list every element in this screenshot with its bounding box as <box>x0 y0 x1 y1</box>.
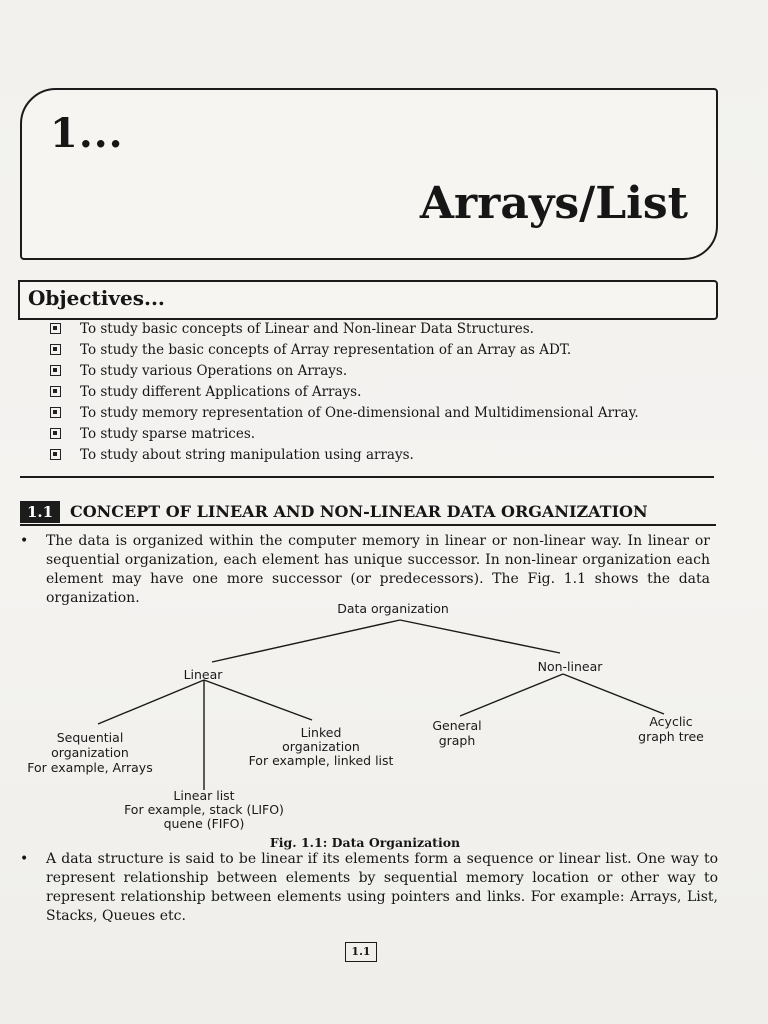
node-linked-line-1: Linked <box>300 725 342 740</box>
node-linear-list-line-1: Linear list <box>173 788 235 803</box>
square-bullet-icon <box>50 323 61 334</box>
square-bullet-icon <box>50 449 61 460</box>
objective-item <box>50 360 639 381</box>
square-bullet-icon <box>50 386 61 397</box>
square-bullet-icon <box>50 407 61 418</box>
edge-linear-linked <box>204 680 312 720</box>
node-sequential-line-2: organization <box>51 745 129 760</box>
node-sequential-line-3: For example, Arrays <box>27 760 153 775</box>
objective-item <box>50 423 639 444</box>
chapter-number: 1... <box>50 110 124 157</box>
node-general-graph-line-2: graph <box>438 733 476 748</box>
edge-nonlinear-acyclic <box>563 674 664 714</box>
node-non-linear: Non-linear <box>537 659 603 674</box>
square-bullet-icon <box>50 365 61 376</box>
objective-item <box>50 318 639 339</box>
node-linear-list <box>124 788 284 831</box>
objective-text: To study basic concepts of Linear and Non-linear Data Structures. <box>80 320 534 337</box>
objective-item <box>50 339 639 360</box>
paragraph-text: The data is organized within the computer memory in linear or non-linear way. In linear or sequential organization, each element has unique successor. In non-linear organization each element may have one more successor (or predecessors). The Fig. 1.1 shows the data organization. <box>46 533 710 606</box>
section-number-badge: 1.1 <box>20 501 60 523</box>
node-linked <box>249 725 394 768</box>
objective-text: To study various Operations on Arrays. <box>80 362 348 379</box>
node-general-graph-line-1: General <box>432 718 482 733</box>
node-data-organization: Data organization <box>337 601 449 616</box>
node-linked-line-3: For example, linked list <box>248 753 394 768</box>
node-general-graph <box>432 718 481 748</box>
data-organization-tree-diagram <box>0 596 768 832</box>
objective-text: To study sparse matrices. <box>80 425 256 442</box>
objective-item <box>50 444 639 465</box>
node-linear-list-line-3: quene (FIFO) <box>163 816 245 831</box>
objectives-heading-box <box>18 280 718 320</box>
objective-text: To study the basic concepts of Array representation of an Array as ADT. <box>80 341 572 358</box>
edge-nonlinear-general <box>460 674 563 716</box>
edge-root-linear <box>212 620 400 662</box>
section-title: CONCEPT OF LINEAR AND NON-LINEAR DATA ORGANIZATION <box>70 502 648 521</box>
chapter-header-box <box>20 88 718 260</box>
objective-text: To study different Applications of Arrays. <box>80 383 362 400</box>
objectives-heading: Objectives... <box>28 286 165 310</box>
edge-root-nonlinear <box>400 620 560 653</box>
page-number: 1.1 <box>345 942 377 962</box>
section-heading <box>20 500 716 526</box>
objective-text: To study memory representation of One-dimensional and Multidimensional Array. <box>80 404 639 421</box>
node-acyclic-line-1: Acyclic <box>649 714 693 729</box>
objective-text: To study about string manipulation using arrays. <box>80 446 414 463</box>
chapter-title: Arrays/List <box>419 178 688 229</box>
node-linear-list-line-2: For example, stack (LIFO) <box>124 802 284 817</box>
square-bullet-icon <box>50 428 61 439</box>
objective-item <box>50 381 639 402</box>
node-linear: Linear <box>183 667 223 682</box>
node-acyclic-graph-tree <box>638 714 704 744</box>
paragraph-linear-definition <box>20 850 718 926</box>
bullet-dot-icon: • <box>20 533 29 549</box>
node-sequential-line-1: Sequential <box>56 730 124 745</box>
edge-linear-sequential <box>98 680 204 724</box>
bullet-dot-icon: • <box>20 851 29 867</box>
section-divider <box>20 476 714 478</box>
figure-caption: Fig. 1.1: Data Organization <box>269 835 461 850</box>
node-linked-line-2: organization <box>282 739 360 754</box>
node-sequential <box>27 730 152 775</box>
objective-item <box>50 402 639 423</box>
node-acyclic-line-2: graph tree <box>638 729 704 744</box>
objectives-list <box>50 318 639 465</box>
paragraph-text: A data structure is said to be linear if its elements form a sequence or linear list. One way to represent relationship between elements by sequential memory location or other way to represent relationship between elements using pointers and links. For example: Arrays, List, Stacks, Queues etc. <box>46 851 718 924</box>
square-bullet-icon <box>50 344 61 355</box>
